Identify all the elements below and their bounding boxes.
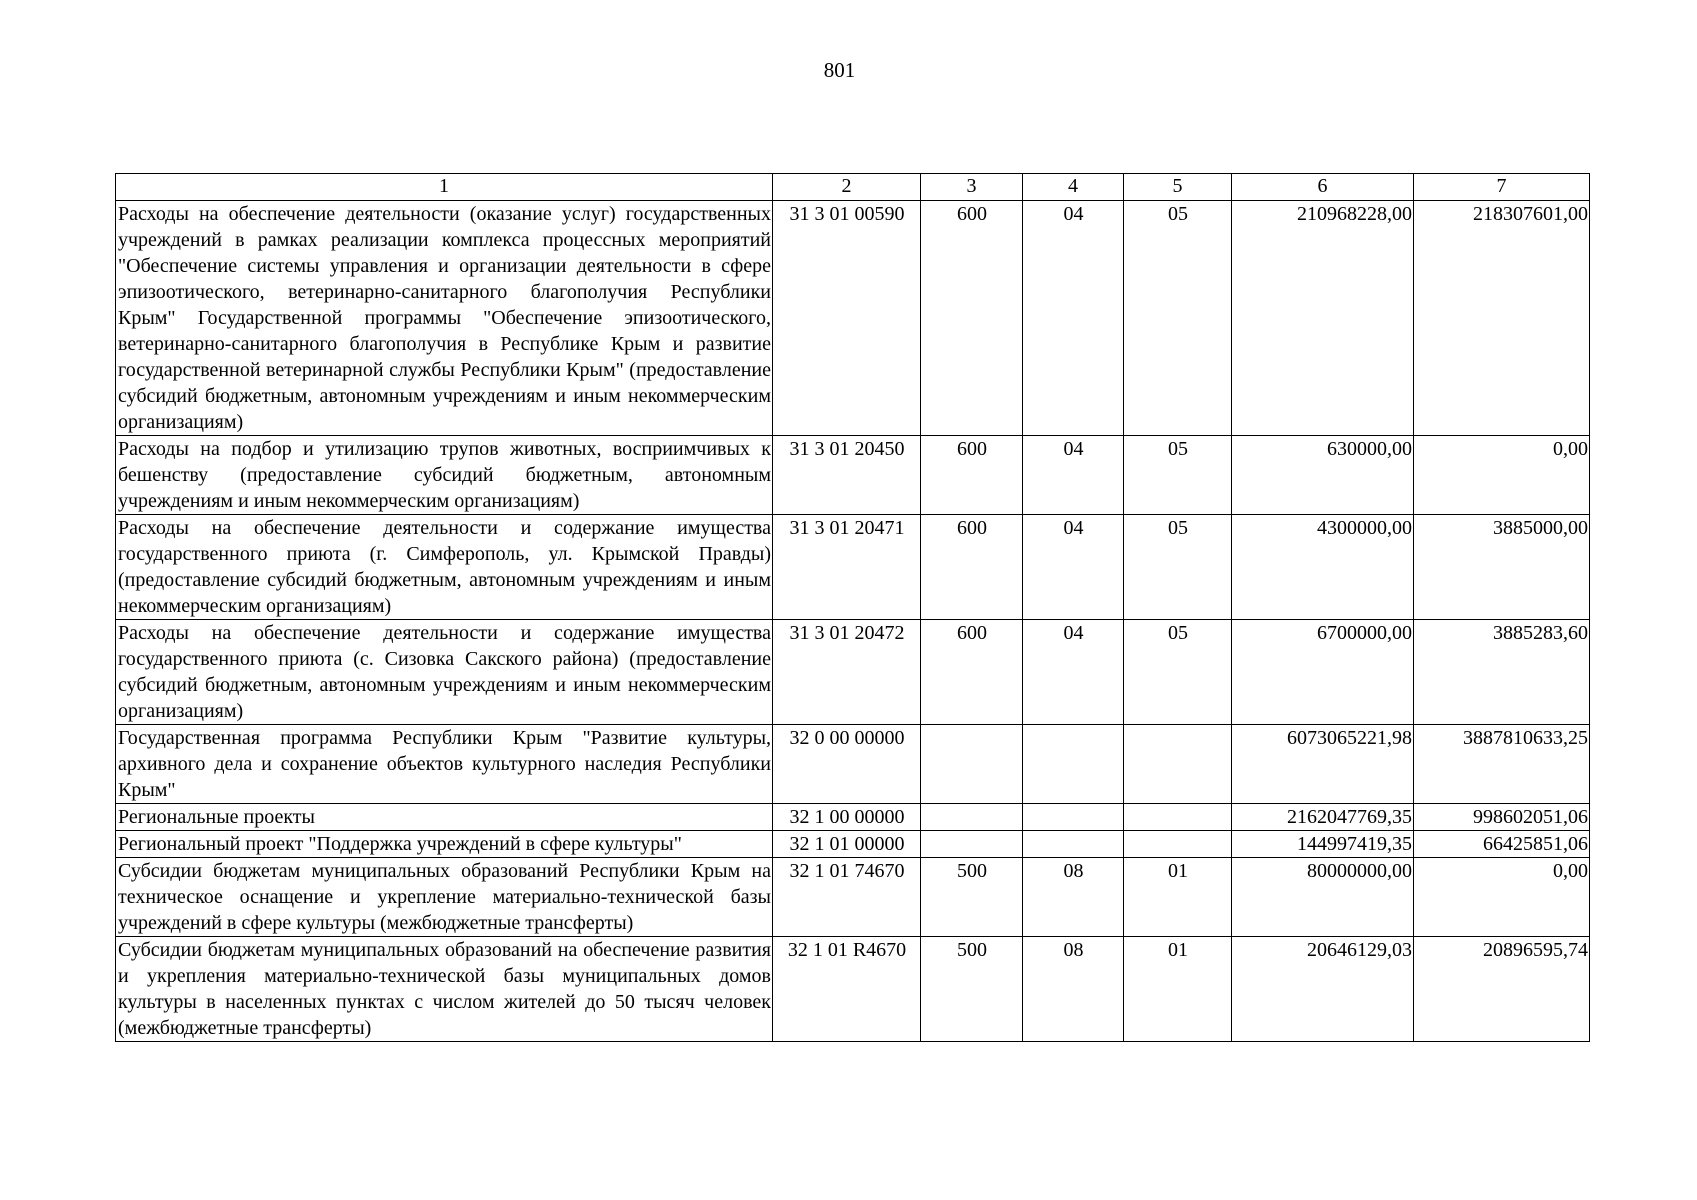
row-amount-col6: 210968228,00	[1232, 201, 1414, 436]
row-expense-type	[921, 831, 1023, 858]
row-description: Расходы на обеспечение деятельности (оказание услуг) государственных учреждений в рамках реализации комплекса процессных мероприятий "Обеспечение системы управления и организации деятельности в сфере эпизоотического, ветеринарно-санитарного благополучия Республики Крым" Государственной программы "Обеспечение эпизоотического, ветеринарно-санитарного благополучия в Республике Крым и развитие государственной ветеринарной службы Республики Крым" (предоставление субсидий бюджетным, автономным учреждениям и иным некоммерческим организациям)	[116, 201, 773, 436]
row-subsection: 01	[1124, 937, 1232, 1042]
row-description: Региональные проекты	[116, 804, 773, 831]
row-section	[1023, 831, 1124, 858]
row-expense-type: 500	[921, 858, 1023, 937]
row-amount-col6: 4300000,00	[1232, 515, 1414, 620]
row-section	[1023, 804, 1124, 831]
table-row	[116, 201, 1590, 436]
row-target-code: 31 3 01 20472	[773, 620, 921, 725]
row-amount-col7: 3885283,60	[1414, 620, 1590, 725]
row-expense-type	[921, 725, 1023, 804]
header-col-5: 5	[1124, 174, 1232, 201]
row-description: Расходы на обеспечение деятельности и содержание имущества государственного приюта (г. Симферополь, ул. Крымской Правды) (предоставление субсидий бюджетным, автономным учреждениям и иным некоммерческим организациям)	[116, 515, 773, 620]
row-description: Региональный проект "Поддержка учреждений в сфере культуры"	[116, 831, 773, 858]
row-expense-type: 600	[921, 620, 1023, 725]
table-row	[116, 937, 1590, 1042]
row-target-code: 31 3 01 20450	[773, 436, 921, 515]
budget-table	[115, 173, 1590, 1042]
table-row	[116, 804, 1590, 831]
row-amount-col7: 218307601,00	[1414, 201, 1590, 436]
row-target-code: 31 3 01 20471	[773, 515, 921, 620]
row-section: 08	[1023, 858, 1124, 937]
row-amount-col7: 20896595,74	[1414, 937, 1590, 1042]
row-expense-type: 500	[921, 937, 1023, 1042]
row-subsection	[1124, 725, 1232, 804]
row-description: Субсидии бюджетам муниципальных образований Республики Крым на техническое оснащение и укрепление материально-технической базы учреждений в сфере культуры (межбюджетные трансферты)	[116, 858, 773, 937]
row-amount-col7: 66425851,06	[1414, 831, 1590, 858]
row-amount-col7: 3887810633,25	[1414, 725, 1590, 804]
row-target-code: 32 1 01 R4670	[773, 937, 921, 1042]
row-amount-col7: 998602051,06	[1414, 804, 1590, 831]
row-section: 04	[1023, 515, 1124, 620]
row-amount-col6: 20646129,03	[1232, 937, 1414, 1042]
row-target-code: 31 3 01 00590	[773, 201, 921, 436]
table-row	[116, 436, 1590, 515]
page-number-text: 801	[823, 58, 856, 82]
table-row	[116, 515, 1590, 620]
row-section: 08	[1023, 937, 1124, 1042]
table-row	[116, 831, 1590, 858]
row-description: Государственная программа Республики Крым "Развитие культуры, архивного дела и сохранение объектов культурного наследия Республики Крым"	[116, 725, 773, 804]
row-subsection: 05	[1124, 436, 1232, 515]
row-target-code: 32 0 00 00000	[773, 725, 921, 804]
row-description: Расходы на обеспечение деятельности и содержание имущества государственного приюта (с. Сизовка Сакского района) (предоставление субсидий бюджетным, автономным учреждениям и иным некоммерческим организациям)	[116, 620, 773, 725]
row-amount-col6: 144997419,35	[1232, 831, 1414, 858]
row-subsection: 05	[1124, 620, 1232, 725]
header-col-6: 6	[1232, 174, 1414, 201]
row-target-code: 32 1 01 74670	[773, 858, 921, 937]
row-amount-col6: 2162047769,35	[1232, 804, 1414, 831]
row-description: Субсидии бюджетам муниципальных образований на обеспечение развития и укрепления материально-технической базы муниципальных домов культуры в населенных пунктах с числом жителей до 50 тысяч человек (межбюджетные трансферты)	[116, 937, 773, 1042]
row-section	[1023, 725, 1124, 804]
row-subsection	[1124, 831, 1232, 858]
table-row	[116, 620, 1590, 725]
row-target-code: 32 1 01 00000	[773, 831, 921, 858]
row-expense-type: 600	[921, 515, 1023, 620]
row-amount-col6: 80000000,00	[1232, 858, 1414, 937]
row-subsection: 01	[1124, 858, 1232, 937]
table-row	[116, 725, 1590, 804]
row-description: Расходы на подбор и утилизацию трупов животных, восприимчивых к бешенству (предоставление субсидий бюджетным, автономным учреждениям и иным некоммерческим организациям)	[116, 436, 773, 515]
header-col-2: 2	[773, 174, 921, 201]
header-row	[116, 174, 1590, 201]
page-number	[0, 58, 1697, 82]
header-col-1: 1	[116, 174, 773, 201]
table-header	[116, 174, 1590, 201]
row-expense-type: 600	[921, 201, 1023, 436]
row-subsection	[1124, 804, 1232, 831]
row-amount-col7: 0,00	[1414, 436, 1590, 515]
row-expense-type: 600	[921, 436, 1023, 515]
row-amount-col6: 6073065221,98	[1232, 725, 1414, 804]
table-body	[116, 201, 1590, 1042]
row-target-code: 32 1 00 00000	[773, 804, 921, 831]
row-section: 04	[1023, 436, 1124, 515]
row-expense-type	[921, 804, 1023, 831]
row-amount-col7: 0,00	[1414, 858, 1590, 937]
row-section: 04	[1023, 201, 1124, 436]
header-col-3: 3	[921, 174, 1023, 201]
row-subsection: 05	[1124, 201, 1232, 436]
row-amount-col6: 6700000,00	[1232, 620, 1414, 725]
table-row	[116, 858, 1590, 937]
row-section: 04	[1023, 620, 1124, 725]
header-col-7: 7	[1414, 174, 1590, 201]
row-amount-col6: 630000,00	[1232, 436, 1414, 515]
row-subsection: 05	[1124, 515, 1232, 620]
row-amount-col7: 3885000,00	[1414, 515, 1590, 620]
header-col-4: 4	[1023, 174, 1124, 201]
